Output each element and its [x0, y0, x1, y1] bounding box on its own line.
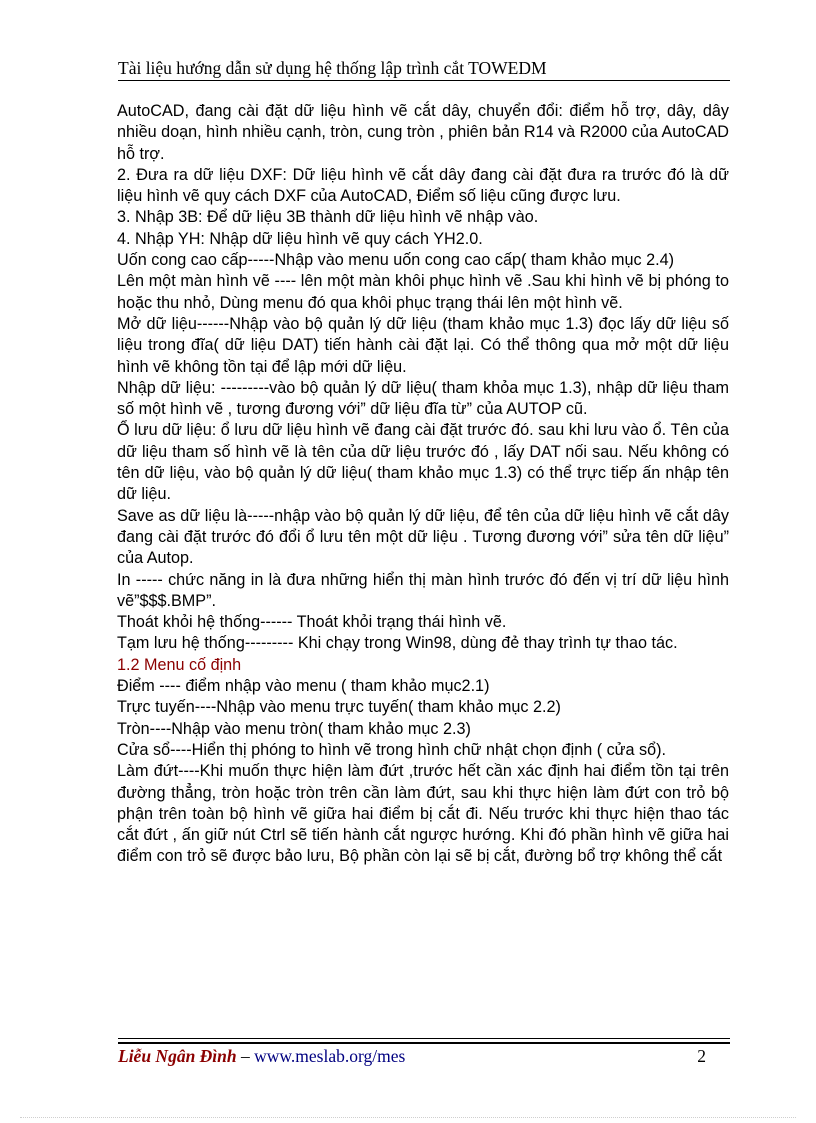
page-bottom-border	[20, 1117, 796, 1118]
document-body	[117, 101, 729, 868]
paragraph-open-data: Mở dữ liệu------Nhập vào bộ quản lý dữ liệu (tham khảo mục 1.3) đọc lấy dữ liệu số liệu trong đĩa( dữ liệu DAT) tiến hành cài đặt lại. Có thể thông qua mở một dữ liệu hình vẽ không tồn tại để lập mới dữ liệu.	[117, 314, 729, 376]
footer-divider-thin	[118, 1038, 730, 1039]
paragraph-print: In ----- chức năng in là đưa những hiển thị màn hình trước đó đến vị trí dữ liệu hình vẽ”$$$.BMP”.	[117, 570, 729, 610]
paragraph-circle: Tròn----Nhập vào menu tròn( tham khảo mục 2.3)	[117, 719, 471, 738]
section-heading-fixed-menu: 1.2 Menu cố định	[117, 655, 242, 674]
footer-divider-thick	[118, 1042, 730, 1044]
paragraph-autocad-conversion: AutoCAD, đang cài đặt dữ liệu hình vẽ cắt dây, chuyển đổi: điểm hỗ trợ, dây, dây nhiều doạn, hình nhiều cạnh, tròn, cung tròn , phiên bản R14 và R2000 của AutoCAD hỗ trợ.	[117, 102, 729, 163]
paragraph-dxf-export: 2. Đưa ra dữ liệu DXF: Dữ liệu hình vẽ cắt dây đang cài đặt đưa ra trước đó là dữ liệu hình vẽ quy cách DXF của AutoCAD, Điểm số liệu cũng được lưu.	[117, 165, 729, 206]
paragraph-advanced-curve: Uốn cong cao cấp-----Nhập vào menu uốn cong cao cấp( tham khảo mục 2.4)	[117, 251, 674, 270]
paragraph-exit-system: Thoát khỏi hệ thống------ Thoát khỏi trạng thái hình vẽ.	[117, 613, 507, 632]
paragraph-window: Cửa sổ----Hiển thị phóng to hình vẽ trong hình chữ nhật chọn định ( cửa sổ).	[117, 740, 667, 759]
page-footer	[118, 1046, 730, 1067]
page-header-title: Tài liệu hướng dẫn sử dụng hệ thống lập trình cắt TOWEDM	[118, 58, 547, 78]
paragraph-previous-screen: Lên một màn hình vẽ ---- lên một màn khôi phục hình vẽ .Sau khi hình vẽ bị phóng to hoặc thu nhỏ, Dùng menu đó qua khôi phục trạng thái lên một hình vẽ.	[117, 272, 729, 312]
footer-separator: –	[236, 1046, 255, 1066]
paragraph-break: Làm đứt----Khi muốn thực hiện làm đứt ,trước hết cần xác định hai điểm tồn tại trên đường thẳng, tròn hoặc tròn trên cần làm đứt, sau khi thực hiện làm đứt con trỏ bộ phận trên toàn bộ hình vẽ giữa hai điểm bị cắt đi. Nếu trước khi thực hiện thao tác cắt đứt , ấn giữ nút Ctrl sẽ tiến hành cắt ngược hướng. Khi đó phần hình vẽ giữa hai điểm con trỏ sẽ được bảo lưu, Bộ phần còn lại sẽ bị cắt, đường bổ trợ không thể cắt	[117, 762, 729, 866]
header-divider	[118, 80, 730, 81]
paragraph-pause-system: Tạm lưu hệ thống--------- Khi chạy trong Win98, dùng đẻ thay trình tự thao tác.	[117, 634, 678, 653]
paragraph-point: Điểm ---- điểm nhập vào menu ( tham khảo mục2.1)	[117, 677, 490, 696]
footer-author: Liễu Ngân Đình	[118, 1046, 237, 1066]
paragraph-import-yh: 4. Nhập YH: Nhập dữ liệu hình vẽ quy cách YH2.0.	[117, 229, 483, 248]
paragraph-save-data: Ổ lưu dữ liệu: ổ lưu dữ liệu hình vẽ đang cài đặt trước đó. sau khi lưu vào ổ. Tên của dữ liệu tham số hình vẽ là tên của dữ liệu trước đó , lấy DAT nối sau. Nếu không có tên dữ liệu, vào bộ quản lý dữ liệu( tham khảo mục 1.3) có thể trực tiếp ấn nhập tên dữ liệu.	[117, 421, 729, 504]
page-number: 2	[697, 1046, 706, 1066]
paragraph-save-as: Save as dữ liệu là-----nhập vào bộ quản lý dữ liệu, để tên của dữ liệu hình vẽ cắt dây đang cài đặt trước đó đổi ổ lưu tên một dữ liệu . Tương đương với” sửa tên dữ liệu” của Autop.	[117, 506, 729, 568]
paragraph-import-3b: 3. Nhập 3B: Để dữ liệu 3B thành dữ liệu hình vẽ nhập vào.	[117, 208, 539, 227]
footer-link[interactable]: www.meslab.org/mes	[254, 1046, 406, 1066]
paragraph-line: Trực tuyến----Nhập vào menu trực tuyến( tham khảo mục 2.2)	[117, 698, 561, 717]
paragraph-input-data: Nhập dữ liệu: ---------vào bộ quản lý dữ liệu( tham khỏa mục 1.3), nhập dữ liệu tham số một hình vẽ , tương đương với” dữ liệu đĩa từ” của AUTOP cũ.	[117, 378, 729, 419]
